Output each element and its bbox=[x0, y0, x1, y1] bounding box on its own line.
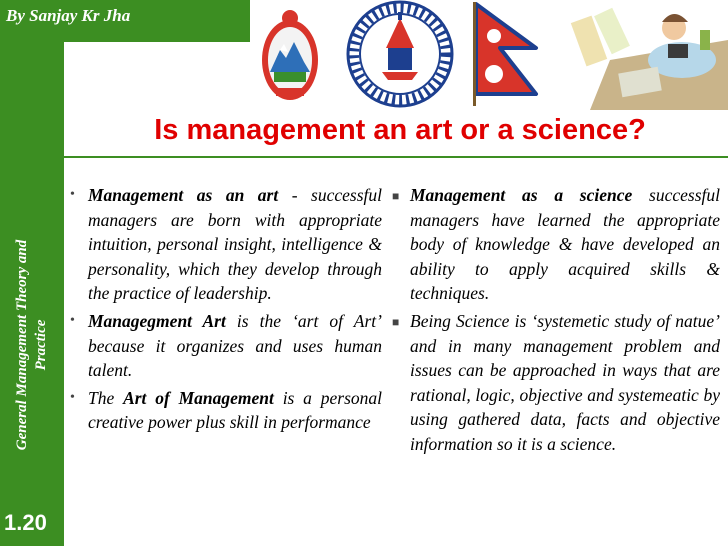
nepal-emblem-icon bbox=[256, 2, 324, 106]
vertical-course-label bbox=[2, 185, 62, 505]
businessman-illustration-icon bbox=[550, 0, 728, 110]
item-heading: Art of Management bbox=[123, 387, 274, 408]
list-item bbox=[390, 183, 720, 306]
left-column bbox=[68, 183, 382, 438]
slide-title: Is management an art or a science? bbox=[154, 114, 646, 146]
academy-seal-icon bbox=[342, 0, 458, 108]
item-text: is a personal creative power plus skill in performance bbox=[88, 387, 382, 433]
author-name: By Sanjay Kr Jha bbox=[6, 6, 131, 25]
bullet-icon: • bbox=[70, 187, 75, 202]
bullet-icon: • bbox=[70, 312, 75, 328]
item-prefix: The bbox=[88, 387, 124, 408]
title-divider bbox=[64, 156, 728, 158]
item-heading: Management as an art bbox=[88, 185, 279, 205]
item-text: - successful managers are born with appropriate intuition, personal insight, intelligence & personality, which they develop through the practice of leadership. bbox=[88, 185, 383, 304]
vertical-text-line1: General Management Theory and bbox=[14, 239, 30, 451]
square-bullet-icon: ■ bbox=[392, 314, 400, 329]
list-item bbox=[68, 183, 382, 306]
list-item bbox=[68, 309, 382, 383]
bullet-icon: • bbox=[70, 389, 75, 405]
nepal-flag-icon bbox=[470, 0, 542, 106]
item-heading: Managegment Art bbox=[88, 310, 226, 331]
item-text: is the ‘art of Art’ because it organizes and uses human talent. bbox=[88, 310, 382, 381]
list-item bbox=[68, 386, 382, 435]
right-column bbox=[390, 183, 720, 460]
vertical-text-line2: Practice bbox=[33, 319, 49, 371]
square-bullet-icon: ■ bbox=[392, 189, 400, 203]
item-text: Being Science is ‘systemetic study of natue’ and in many management problem and issues can be approached in ways that are rational, logic, objective and systemeatic by using gathered data, facts and objective information so it is a science. bbox=[410, 310, 720, 454]
item-heading: Management as a science bbox=[410, 185, 633, 205]
item-text: successful managers have learned the appropriate body of knowledge & have developed an ability to apply acquired skills & techniques. bbox=[410, 185, 720, 304]
slide-number: 1.20 bbox=[4, 510, 47, 535]
list-item bbox=[390, 309, 720, 457]
